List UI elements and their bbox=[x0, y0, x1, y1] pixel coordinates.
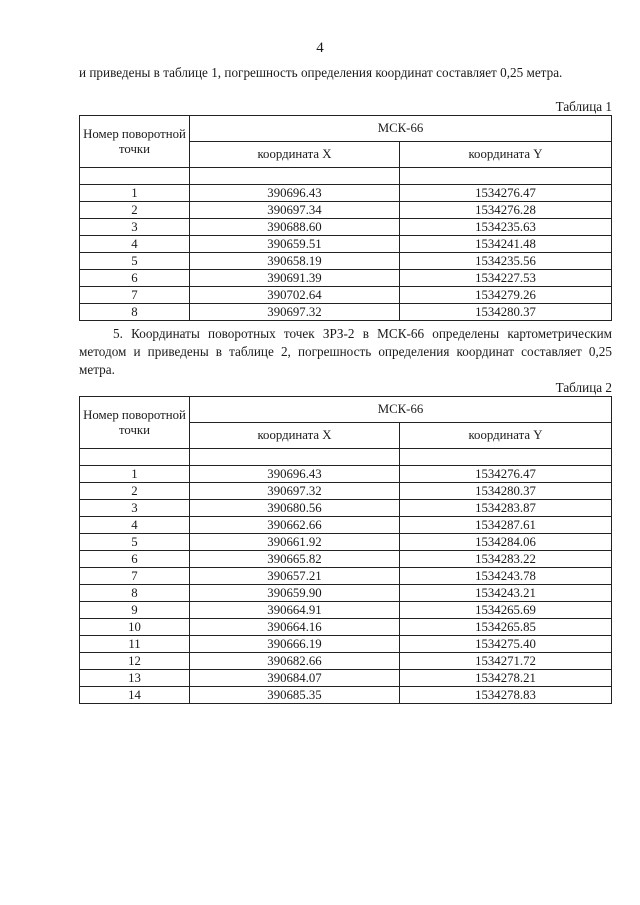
header-coordinate-y: координата Y bbox=[400, 423, 612, 449]
coordinate-x-cell: 390685.35 bbox=[190, 687, 400, 704]
table-row bbox=[80, 185, 612, 202]
coordinate-x-cell: 390659.51 bbox=[190, 236, 400, 253]
point-number-cell: 5 bbox=[80, 534, 190, 551]
point-number-cell: 6 bbox=[80, 551, 190, 568]
point-number-cell: 11 bbox=[80, 636, 190, 653]
coordinate-x-cell: 390662.66 bbox=[190, 517, 400, 534]
table-row bbox=[80, 202, 612, 219]
table-row bbox=[80, 636, 612, 653]
header-separator bbox=[80, 449, 612, 466]
point-number-cell: 8 bbox=[80, 585, 190, 602]
point-number-cell: 6 bbox=[80, 270, 190, 287]
coordinate-y-cell: 1534243.78 bbox=[400, 568, 612, 585]
point-number-cell: 3 bbox=[80, 219, 190, 236]
point-number-cell: 9 bbox=[80, 602, 190, 619]
table-row bbox=[80, 653, 612, 670]
point-number-cell: 2 bbox=[80, 483, 190, 500]
coordinate-x-cell: 390697.32 bbox=[190, 304, 400, 321]
point-number-cell: 3 bbox=[80, 500, 190, 517]
coordinate-y-cell: 1534279.26 bbox=[400, 287, 612, 304]
point-number-cell: 7 bbox=[80, 287, 190, 304]
coordinate-y-cell: 1534235.56 bbox=[400, 253, 612, 270]
table-row bbox=[80, 602, 612, 619]
table-row bbox=[80, 568, 612, 585]
point-number-cell: 13 bbox=[80, 670, 190, 687]
coordinate-x-cell: 390680.56 bbox=[190, 500, 400, 517]
table-row bbox=[80, 500, 612, 517]
table1-body bbox=[80, 168, 612, 321]
coordinate-y-cell: 1534271.72 bbox=[400, 653, 612, 670]
coordinate-y-cell: 1534275.40 bbox=[400, 636, 612, 653]
table-row bbox=[80, 253, 612, 270]
coordinate-y-cell: 1534227.53 bbox=[400, 270, 612, 287]
point-number-cell: 14 bbox=[80, 687, 190, 704]
coordinate-y-cell: 1534265.85 bbox=[400, 619, 612, 636]
coordinate-x-cell: 390659.90 bbox=[190, 585, 400, 602]
coordinate-y-cell: 1534278.21 bbox=[400, 670, 612, 687]
table1-caption: Таблица 1 bbox=[555, 99, 612, 114]
coordinate-y-cell: 1534235.63 bbox=[400, 219, 612, 236]
point-number-cell: 10 bbox=[80, 619, 190, 636]
point-number-cell: 8 bbox=[80, 304, 190, 321]
header-coordinate-y: координата Y bbox=[400, 142, 612, 168]
point-number-cell: 4 bbox=[80, 517, 190, 534]
table-row bbox=[80, 219, 612, 236]
point-number-cell: 5 bbox=[80, 253, 190, 270]
header-coordinate-x: координата X bbox=[190, 142, 400, 168]
coordinate-x-cell: 390664.91 bbox=[190, 602, 400, 619]
table-row bbox=[80, 670, 612, 687]
table-row bbox=[80, 585, 612, 602]
coordinate-y-cell: 1534243.21 bbox=[400, 585, 612, 602]
coordinate-x-cell: 390665.82 bbox=[190, 551, 400, 568]
coordinate-y-cell: 1534276.28 bbox=[400, 202, 612, 219]
table-row bbox=[80, 517, 612, 534]
coordinates-table-1 bbox=[79, 115, 612, 321]
coordinates-table-2 bbox=[79, 396, 612, 704]
coordinate-x-cell: 390697.32 bbox=[190, 483, 400, 500]
coordinate-y-cell: 1534280.37 bbox=[400, 304, 612, 321]
point-number-cell: 4 bbox=[80, 236, 190, 253]
table-row bbox=[80, 551, 612, 568]
table-row bbox=[80, 287, 612, 304]
table-row bbox=[80, 466, 612, 483]
table-row bbox=[80, 534, 612, 551]
page-number: 4 bbox=[316, 40, 324, 56]
header-point-number: Номер поворотной точки bbox=[80, 116, 190, 168]
coordinate-x-cell: 390696.43 bbox=[190, 466, 400, 483]
point-number-cell: 12 bbox=[80, 653, 190, 670]
coordinate-x-cell: 390657.21 bbox=[190, 568, 400, 585]
table2-body bbox=[80, 449, 612, 704]
coordinate-y-cell: 1534278.83 bbox=[400, 687, 612, 704]
table-row bbox=[80, 304, 612, 321]
table-row bbox=[80, 619, 612, 636]
coordinate-x-cell: 390658.19 bbox=[190, 253, 400, 270]
header-coordinate-x: координата X bbox=[190, 423, 400, 449]
coordinate-x-cell: 390661.92 bbox=[190, 534, 400, 551]
point-number-cell: 2 bbox=[80, 202, 190, 219]
coordinate-y-cell: 1534276.47 bbox=[400, 185, 612, 202]
coordinate-y-cell: 1534265.69 bbox=[400, 602, 612, 619]
coordinate-x-cell: 390691.39 bbox=[190, 270, 400, 287]
table2-caption: Таблица 2 bbox=[555, 380, 612, 395]
intro-paragraph: и приведены в таблице 1, погрешность определения координат составляет 0,25 метра. bbox=[79, 65, 563, 80]
section5-paragraph: 5. Координаты поворотных точек ЗРЗ-2 в МСК-66 определены картометрическим методом и приведены в таблице 2, погрешность определения координат составляет 0,25 метра. bbox=[79, 326, 612, 377]
point-number-cell: 1 bbox=[80, 185, 190, 202]
table-row bbox=[80, 270, 612, 287]
coordinate-y-cell: 1534280.37 bbox=[400, 483, 612, 500]
point-number-cell: 7 bbox=[80, 568, 190, 585]
coordinate-y-cell: 1534276.47 bbox=[400, 466, 612, 483]
coordinate-x-cell: 390684.07 bbox=[190, 670, 400, 687]
coordinate-x-cell: 390697.34 bbox=[190, 202, 400, 219]
point-number-cell: 1 bbox=[80, 466, 190, 483]
coordinate-x-cell: 390682.66 bbox=[190, 653, 400, 670]
coordinate-y-cell: 1534287.61 bbox=[400, 517, 612, 534]
table-row bbox=[80, 483, 612, 500]
coordinate-y-cell: 1534284.06 bbox=[400, 534, 612, 551]
coordinate-y-cell: 1534241.48 bbox=[400, 236, 612, 253]
table-row bbox=[80, 236, 612, 253]
coordinate-x-cell: 390702.64 bbox=[190, 287, 400, 304]
coordinate-y-cell: 1534283.22 bbox=[400, 551, 612, 568]
coordinate-x-cell: 390666.19 bbox=[190, 636, 400, 653]
header-point-number: Номер поворотной точки bbox=[80, 397, 190, 449]
header-coordinate-system: МСК-66 bbox=[190, 116, 612, 142]
coordinate-x-cell: 390688.60 bbox=[190, 219, 400, 236]
coordinate-y-cell: 1534283.87 bbox=[400, 500, 612, 517]
header-coordinate-system: МСК-66 bbox=[190, 397, 612, 423]
table-row bbox=[80, 687, 612, 704]
coordinate-x-cell: 390664.16 bbox=[190, 619, 400, 636]
coordinate-x-cell: 390696.43 bbox=[190, 185, 400, 202]
header-separator bbox=[80, 168, 612, 185]
